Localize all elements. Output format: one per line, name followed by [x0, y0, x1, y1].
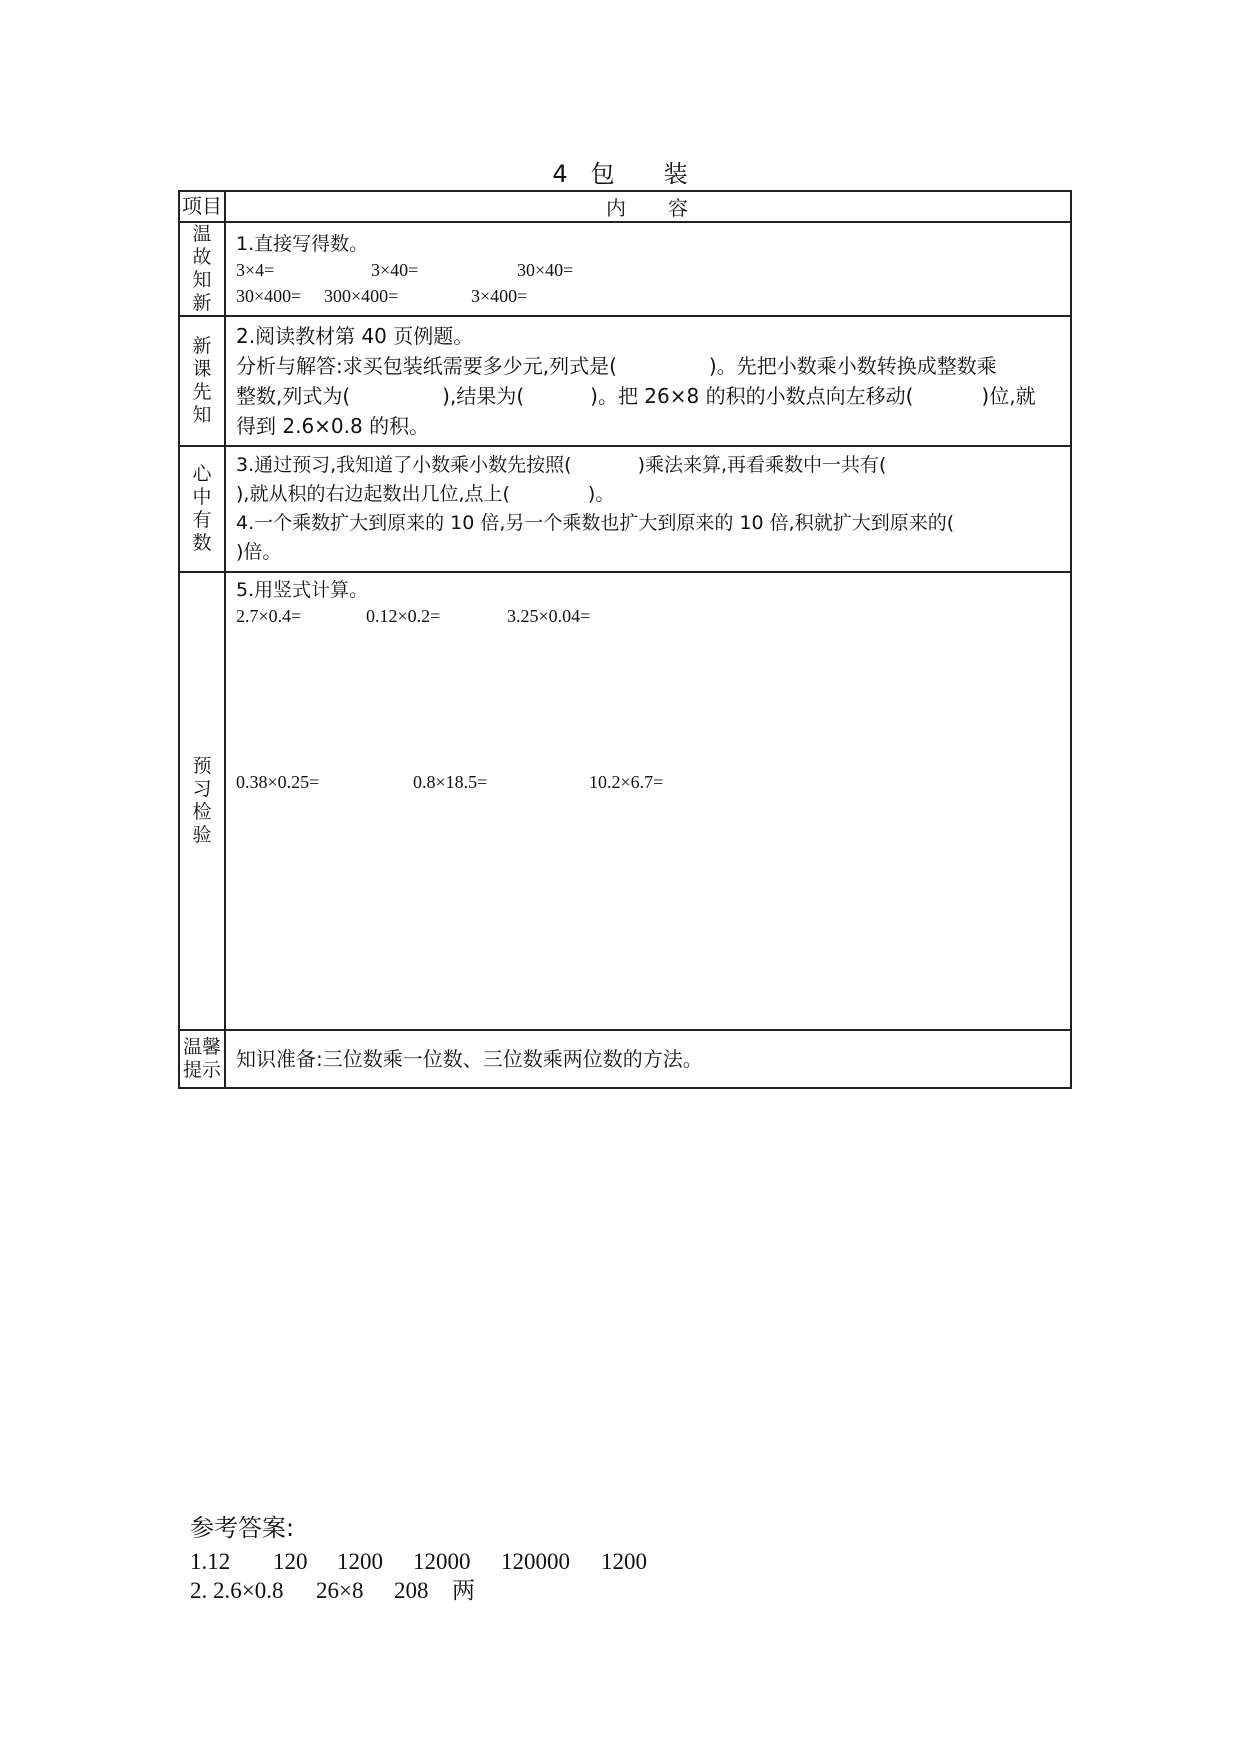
calc-line-3: 2.7×0.4= 0.12×0.2= 3.25×0.04= [236, 606, 591, 626]
task-1-title: 1.直接写得数。 [236, 233, 369, 255]
answer-key [190, 1508, 647, 1606]
table-row-new-lesson [179, 316, 1071, 446]
answer-line-2: 2. 2.6×0.8 26×8 208 两 [190, 1578, 475, 1604]
row-label-review: 温故知新 [179, 222, 225, 316]
table-header-row [179, 191, 1071, 222]
answer-key-title: 参考答案: [190, 1514, 295, 1542]
row-content-check [225, 572, 1071, 1030]
preview-table [178, 190, 1072, 1089]
page-title [0, 154, 1241, 189]
row-label-mind: 心中有数 [179, 446, 225, 572]
row-content-mind: 3.通过预习,我知道了小数乘小数先按照( )乘法来算,再看乘数中一共有( ),就从积的右边起数出几位,点上( )。 4.一个乘数扩大到原来的 10 倍,另一个乘数也扩大到原来的 10 倍,积就扩大到原来的( )倍。 [225, 446, 1071, 572]
row-content-new-lesson: 2.阅读教材第 40 页例题。 分析与解答:求买包装纸需要多少元,列式是( )。先把小数乘小数转换成整数乘 整数,列式为( ),结果为( )。把 26×8 的积的小数点向左移动( )位,就 得到 2.6×0.8 的积。 [225, 316, 1071, 446]
lesson-title-word-2: 装 [663, 160, 689, 188]
row-content-tips: 知识准备:三位数乘一位数、三位数乘两位数的方法。 [225, 1030, 1071, 1088]
task-2-title: 2.阅读教材第 40 页例题。 [236, 324, 474, 348]
task-5-title: 5.用竖式计算。 [236, 579, 369, 601]
row-content-review [225, 222, 1071, 316]
calc-line-1: 3×4= 3×40= 30×40= [236, 260, 574, 280]
row-label-check: 预习检验 [179, 572, 225, 1030]
calc-line-4: 0.38×0.25= 0.8×18.5= 10.2×6.7= [236, 772, 664, 792]
lesson-number: 4 [552, 160, 569, 188]
table-row-check [179, 572, 1071, 1030]
table-row-mind [179, 446, 1071, 572]
row-label-tips: 温馨提示 [179, 1030, 225, 1088]
lesson-title-word-1: 包 [590, 160, 616, 188]
header-content: 内 容 [225, 191, 1071, 222]
answer-line-1: 1.12 120 1200 12000 120000 1200 [190, 1549, 647, 1574]
calc-line-2: 30×400= 300×400= 3×400= [236, 286, 528, 306]
header-item: 项目 [179, 191, 225, 222]
table-row-review [179, 222, 1071, 316]
table-row-tips [179, 1030, 1071, 1088]
row-label-new-lesson: 新课先知 [179, 316, 225, 446]
